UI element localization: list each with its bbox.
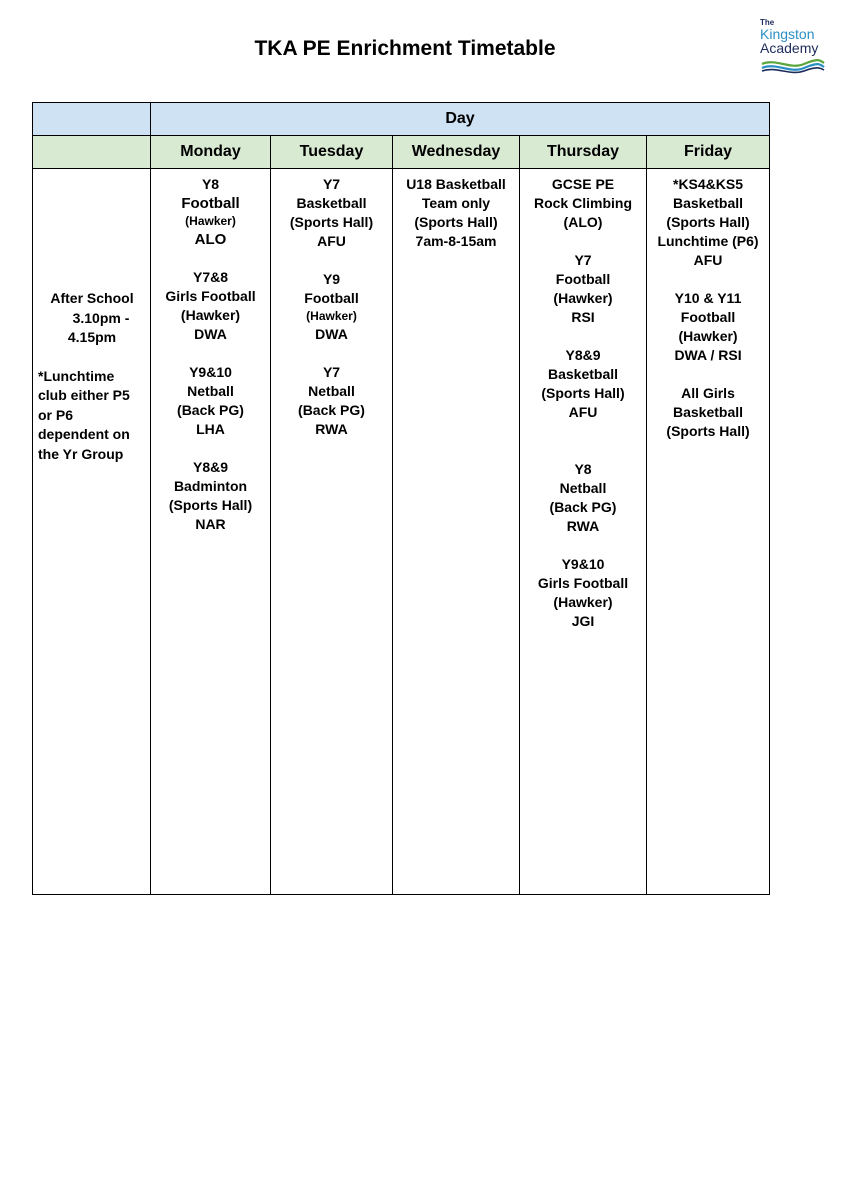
friday-cell <box>647 169 770 895</box>
club-detail: Team only <box>421 195 491 211</box>
day-header-row <box>33 103 770 136</box>
club-location: (Hawker) <box>180 307 241 323</box>
club-year: Y10 & Y11 <box>674 290 742 306</box>
corner-cell <box>33 103 151 136</box>
session-time-cell <box>33 169 151 895</box>
club-entry <box>271 175 392 251</box>
club-activity: Badminton <box>173 478 248 494</box>
logo-wave-icon <box>760 58 826 74</box>
day-friday: Friday <box>647 136 770 169</box>
club-entry <box>520 346 646 422</box>
club-location: (Hawker) <box>553 290 613 306</box>
club-entry <box>151 458 270 534</box>
timetable <box>32 102 770 895</box>
club-staff: RWA <box>566 518 600 534</box>
after-school-label: After School <box>50 290 134 306</box>
day-names-row <box>33 136 770 169</box>
club-year: All Girls <box>681 385 735 401</box>
club-staff: ALO <box>194 231 227 248</box>
club-time: 7am-8-15am <box>415 233 497 249</box>
club-activity: Basketball <box>673 195 744 211</box>
club-location: (Back PG) <box>177 402 244 418</box>
club-location: (Sports Hall) <box>666 214 750 230</box>
sessions-row <box>33 169 770 895</box>
club-location: (Sports Hall) <box>541 385 625 401</box>
club-staff: DWA <box>315 326 348 342</box>
page-title: TKA PE Enrichment Timetable <box>254 37 556 60</box>
club-staff: RWA <box>315 421 348 437</box>
club-entry <box>151 175 270 249</box>
club-activity: Girls Football <box>537 575 629 591</box>
club-location: (Sports Hall) <box>414 214 498 230</box>
club-entry <box>151 363 270 439</box>
club-staff: RSI <box>571 309 595 325</box>
club-time: Lunchtime (P6) <box>657 233 759 249</box>
tuesday-cell <box>271 169 393 895</box>
day-tuesday: Tuesday <box>271 136 393 169</box>
school-logo <box>760 18 830 78</box>
club-year: Y9&10 <box>189 364 232 380</box>
club-staff: AFU <box>317 233 346 249</box>
club-activity: Basketball <box>296 195 367 211</box>
club-year: Y7 <box>322 176 341 192</box>
day-wednesday: Wednesday <box>393 136 520 169</box>
logo-text-the: The <box>760 18 775 27</box>
club-entry <box>271 270 392 344</box>
club-activity: Netball <box>559 480 607 496</box>
club-year: Y8&9 <box>192 459 229 475</box>
club-location: (Hawker) <box>553 594 613 610</box>
club-year: Y7 <box>322 364 341 380</box>
club-activity: Basketball <box>547 366 619 382</box>
club-activity: Football <box>181 195 240 212</box>
club-year: Y9 <box>322 271 341 287</box>
club-activity: Rock Climbing <box>533 195 632 211</box>
club-year: Y7 <box>574 252 592 268</box>
monday-cell <box>151 169 271 895</box>
club-location: (Back PG) <box>298 402 365 418</box>
thursday-cell <box>520 169 647 895</box>
club-year: Y7&8 <box>192 269 229 285</box>
club-location: (Hawker) <box>306 309 357 323</box>
club-year: Y8 <box>201 176 220 192</box>
corner-cell-2 <box>33 136 151 169</box>
club-activity: Football <box>555 271 611 287</box>
club-entry <box>271 363 392 439</box>
club-entry <box>151 268 270 344</box>
club-location: (Sports Hall) <box>289 214 374 230</box>
club-activity: Football <box>304 290 359 306</box>
club-staff: DWA / RSI <box>674 347 742 363</box>
club-activity: Football <box>680 309 736 325</box>
lunchtime-note: *Lunchtime club either P5 or P6 dependent on the Yr Group <box>38 367 130 462</box>
club-year: GCSE PE <box>551 176 615 192</box>
club-activity: Girls Football <box>165 288 256 304</box>
club-location: (Sports Hall) <box>666 423 750 439</box>
club-entry <box>520 460 646 536</box>
club-activity: Netball <box>187 383 234 399</box>
club-entry <box>520 555 646 631</box>
club-year: Y9&10 <box>561 556 605 572</box>
club-staff: NAR <box>195 516 226 532</box>
day-monday: Monday <box>151 136 271 169</box>
day-thursday: Thursday <box>520 136 647 169</box>
club-activity: Basketball <box>673 404 744 420</box>
time-end: 4.15pm <box>67 329 117 345</box>
club-year: Y8 <box>574 461 592 477</box>
club-entry <box>393 175 519 251</box>
club-staff: (ALO) <box>563 214 603 230</box>
time-start: 3.10pm - <box>72 309 130 326</box>
club-location: (Hawker) <box>185 214 236 228</box>
club-staff: LHA <box>196 421 225 437</box>
day-heading: Day <box>151 103 770 136</box>
logo-text-academy: Academy <box>760 40 819 56</box>
club-staff: AFU <box>568 404 598 420</box>
club-entry <box>520 175 646 232</box>
club-location: (Back PG) <box>549 499 617 515</box>
club-entry <box>647 289 769 365</box>
club-year: *KS4&KS5 <box>673 176 744 192</box>
club-staff: AFU <box>693 252 723 268</box>
club-entry <box>647 384 769 441</box>
wednesday-cell <box>393 169 520 895</box>
club-year: Y8&9 <box>565 347 601 363</box>
club-entry <box>520 251 646 327</box>
club-staff: DWA <box>194 326 227 342</box>
club-location: (Hawker) <box>678 328 738 344</box>
logo-text-kingston: Kingston <box>760 26 815 42</box>
club-activity: Netball <box>308 383 355 399</box>
club-entry <box>647 175 769 270</box>
club-staff: JGI <box>571 613 595 629</box>
club-location: (Sports Hall) <box>168 497 253 513</box>
club-activity: U18 Basketball <box>406 176 506 192</box>
